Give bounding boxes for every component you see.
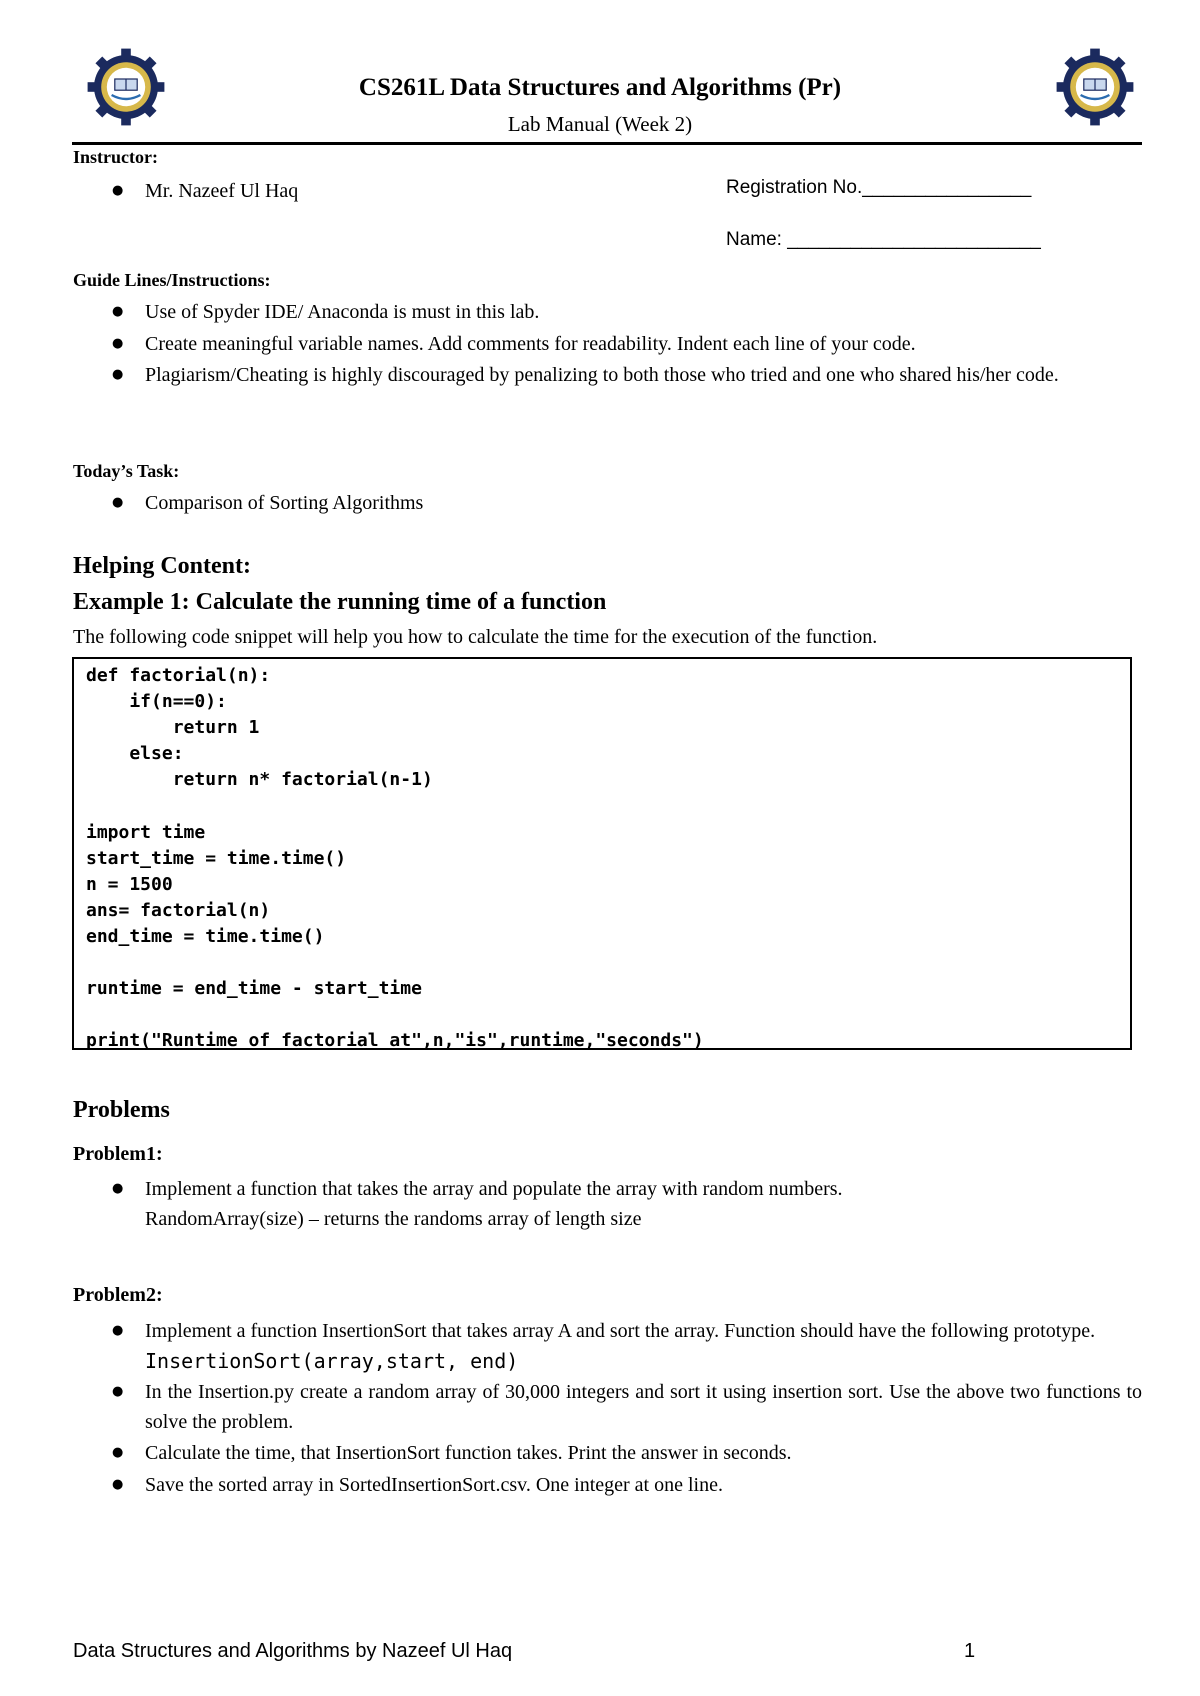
- problem2-label: Problem2:: [73, 1284, 163, 1306]
- problems-heading: Problems: [73, 1097, 170, 1123]
- instructor-label: Instructor:: [73, 147, 158, 167]
- document-title: CS261L Data Structures and Algorithms (Pr): [358, 74, 842, 101]
- task-label: Today’s Task:: [73, 461, 180, 481]
- guidelines-list: [72, 296, 1142, 390]
- header-divider: [72, 142, 1142, 145]
- problem2-item: ● Save the sorted array in SortedInsertionSort.csv. One integer at one line.: [72, 1469, 1142, 1501]
- code-snippet-box: [72, 657, 1132, 1050]
- footer-text: Data Structures and Algorithms by Nazeef Ul Haq: [73, 1640, 513, 1662]
- problem1-list: [72, 1174, 1142, 1234]
- guideline-item: ● Plagiarism/Cheating is highly discouraged by penalizing to both those who tried and one who shared his/her code.: [72, 360, 1142, 390]
- task-list: [72, 487, 423, 519]
- guidelines-label: Guide Lines/Instructions:: [73, 270, 271, 290]
- problem2-item: ● In the Insertion.py create a random array of 30,000 integers and sort it using insertion sort. Use the above two functions to solve the problem.: [72, 1377, 1142, 1437]
- insertion-sort-prototype: InsertionSort(array,start, end): [145, 1349, 519, 1373]
- code-snippet: def factorial(n): if(n==0): return 1 else: return n* factorial(n-1) import time start_time = time.time() n = 1500 ans= factorial(n) end_time = time.time() runtime = end_time - start_time print("Runtime of factorial at",n,"is",runtime,"seconds"): [86, 665, 704, 1052]
- example-heading: Example 1: Calculate the running time of a function: [73, 589, 607, 615]
- example-intro: The following code snippet will help you how to calculate the time for the execution of the function.: [73, 626, 878, 648]
- instructor-list: [72, 175, 298, 207]
- task-item: ● Comparison of Sorting Algorithms: [72, 487, 423, 519]
- problem1-item: [72, 1174, 1142, 1234]
- page-number: 1: [964, 1640, 976, 1662]
- instructor-name: ● Mr. Nazeef Ul Haq: [72, 175, 298, 207]
- problem2-list: [72, 1316, 1142, 1501]
- registration-field[interactable]: Registration No.________________: [726, 177, 1032, 198]
- document-subtitle: Lab Manual (Week 2): [507, 112, 693, 136]
- guideline-item: ● Create meaningful variable names. Add comments for readability. Indent each line of your code.: [72, 328, 1142, 360]
- problem2-item: ● Calculate the time, that InsertionSort function takes. Print the answer in seconds.: [72, 1437, 1142, 1469]
- problem1-label: Problem1:: [73, 1143, 163, 1165]
- problem2-item: [72, 1316, 1142, 1377]
- student-name-field[interactable]: Name: ________________________: [726, 229, 1041, 250]
- helping-content-heading: Helping Content:: [73, 553, 252, 579]
- problem1-item-line2: RandomArray(size) – returns the randoms array of length size: [145, 1208, 642, 1230]
- problem1-item-line1: Implement a function that takes the array and populate the array with random numbers.: [145, 1178, 843, 1200]
- guideline-item: ● Use of Spyder IDE/ Anaconda is must in this lab.: [72, 296, 1142, 328]
- problem2-item1-text: Implement a function InsertionSort that takes array A and sort the array. Function should have the following prototype.: [145, 1320, 1096, 1342]
